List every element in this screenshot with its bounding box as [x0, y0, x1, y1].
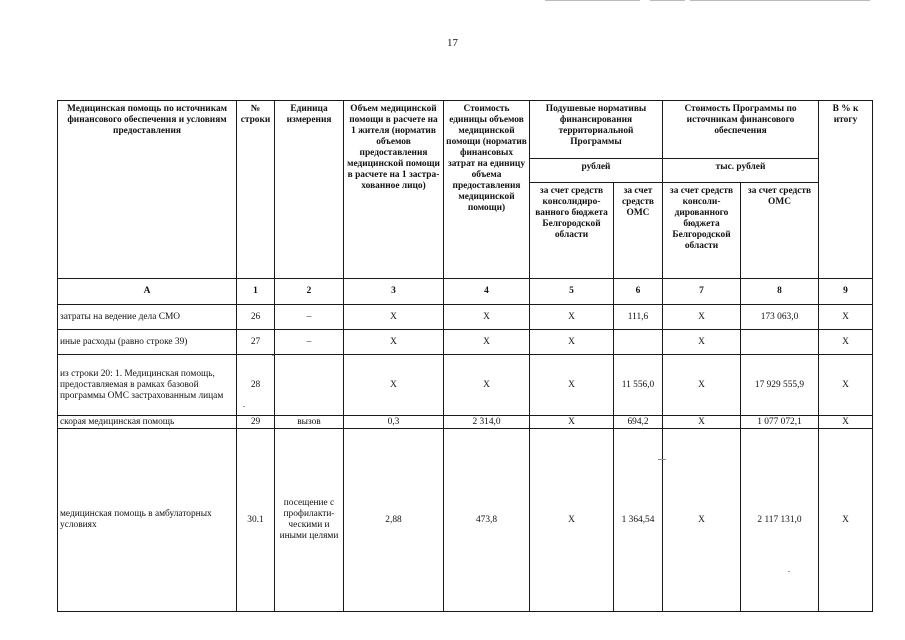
- row-percent: Х: [819, 330, 873, 355]
- row-cost-oms: 17 929 555,9: [741, 355, 819, 416]
- row-line-number: 30.1: [237, 429, 275, 612]
- table-row: [58, 305, 873, 330]
- row-cost-budget: Х: [663, 305, 741, 330]
- row-percent: Х: [819, 305, 873, 330]
- header-col-8: за счет средств ОМС: [741, 183, 819, 279]
- row-name: затраты на ведение дела СМО: [58, 305, 237, 330]
- column-number: А: [58, 279, 237, 305]
- row-percent: Х: [819, 416, 873, 429]
- header-col-a: Медицинская помощь по источникам финансового обеспечения и условиям предоставления: [58, 101, 237, 279]
- table-row: [58, 429, 873, 612]
- column-number: 1: [237, 279, 275, 305]
- row-cost-oms: 173 063,0: [741, 305, 819, 330]
- column-number: 7: [663, 279, 741, 305]
- row-per-capita-oms: [614, 330, 663, 355]
- row-volume: Х: [344, 330, 444, 355]
- row-cost-oms: 1 077 072,1: [741, 416, 819, 429]
- header-cost-unit: тыс. рублей: [663, 159, 819, 183]
- column-number: 9: [819, 279, 873, 305]
- header-col-4: Стоимость единицы объемов медицинской помощи (норматив финансовых затрат на единицу объема предоставления медицинской помощи): [444, 101, 530, 279]
- row-unit: посещение с профилакти-ческими и иными целями: [275, 429, 344, 612]
- header-per-capita-unit: рублей: [530, 159, 663, 183]
- row-per-capita-budget: Х: [530, 429, 614, 612]
- row-per-capita-oms: 1 364,54: [614, 429, 663, 612]
- row-name: из строки 20: 1. Медицинская помощь, предоставляемая в рамках базовой программы ОМС застрахованным лицам: [58, 355, 237, 416]
- row-volume: Х: [344, 355, 444, 416]
- row-per-capita-budget: Х: [530, 305, 614, 330]
- scan-speck: [788, 571, 790, 572]
- row-cost-budget: Х: [663, 429, 741, 612]
- row-line-number: 28: [237, 355, 275, 416]
- page-number: 17: [447, 37, 458, 49]
- row-percent: Х: [819, 355, 873, 416]
- row-cost-budget: Х: [663, 416, 741, 429]
- row-unit-cost: 2 314,0: [444, 416, 530, 429]
- column-number: 6: [614, 279, 663, 305]
- row-unit: –: [275, 305, 344, 330]
- column-number: 4: [444, 279, 530, 305]
- row-per-capita-budget: Х: [530, 355, 614, 416]
- header-col-2: Единица измерения: [275, 101, 344, 279]
- row-name: скорая медицинская помощь: [58, 416, 237, 429]
- header-col-3: Объем медицинской помощи в расчете на 1 жителя (норматив объемов предоставления медицинской помощи в расчете на 1 застра-хованное лицо): [344, 101, 444, 279]
- row-unit-cost: Х: [444, 355, 530, 416]
- scan-speck: [272, 355, 274, 356]
- row-cost-budget: Х: [663, 355, 741, 416]
- column-number: 8: [741, 279, 819, 305]
- row-cost-oms: [741, 330, 819, 355]
- row-unit: [275, 355, 344, 416]
- column-number-row: [58, 279, 873, 305]
- header-group-cost: Стоимость Программы по источникам финансового обеспечения: [663, 101, 819, 159]
- row-percent: Х: [819, 429, 873, 612]
- row-unit-cost: 473,8: [444, 429, 530, 612]
- header-col-7: за счет средств консоли-дированного бюджета Белгородской области: [663, 183, 741, 279]
- row-name: иные расходы (равно строке 39): [58, 330, 237, 355]
- table-row: [58, 416, 873, 429]
- table-row: [58, 355, 873, 416]
- scan-edge-line: [690, 0, 870, 1]
- table-row: [58, 330, 873, 355]
- scan-mark: [658, 459, 666, 460]
- header-group-per-capita: Подушевые нормативы финансирования территориальной Программы: [530, 101, 663, 159]
- scan-edge-line: [650, 0, 685, 1]
- row-per-capita-oms: 111,6: [614, 305, 663, 330]
- column-number: 2: [275, 279, 344, 305]
- row-line-number: 26: [237, 305, 275, 330]
- row-volume: Х: [344, 305, 444, 330]
- column-number: 3: [344, 279, 444, 305]
- row-line-number: 29: [237, 416, 275, 429]
- row-unit-cost: Х: [444, 305, 530, 330]
- header-col-6: за счет средств ОМС: [614, 183, 663, 279]
- header-col-1: № строки: [237, 101, 275, 279]
- row-cost-oms: 2 117 131,0: [741, 429, 819, 612]
- row-name: медицинская помощь в амбулаторных условиях: [58, 429, 237, 612]
- row-cost-budget: Х: [663, 330, 741, 355]
- row-per-capita-budget: Х: [530, 416, 614, 429]
- row-per-capita-oms: 694,2: [614, 416, 663, 429]
- scan-speck: [243, 406, 245, 407]
- header-col-5: за счет средств консолидиро-ванного бюджета Белгородской области: [530, 183, 614, 279]
- row-unit: –: [275, 330, 344, 355]
- scan-edge-line: [545, 0, 640, 1]
- financing-table: [57, 100, 873, 612]
- row-volume: 0,3: [344, 416, 444, 429]
- column-number: 5: [530, 279, 614, 305]
- row-line-number: 27: [237, 330, 275, 355]
- row-per-capita-oms: 11 556,0: [614, 355, 663, 416]
- header-col-9: В % к итогу: [819, 101, 873, 279]
- row-unit-cost: Х: [444, 330, 530, 355]
- row-unit: вызов: [275, 416, 344, 429]
- row-volume: 2,88: [344, 429, 444, 612]
- row-per-capita-budget: Х: [530, 330, 614, 355]
